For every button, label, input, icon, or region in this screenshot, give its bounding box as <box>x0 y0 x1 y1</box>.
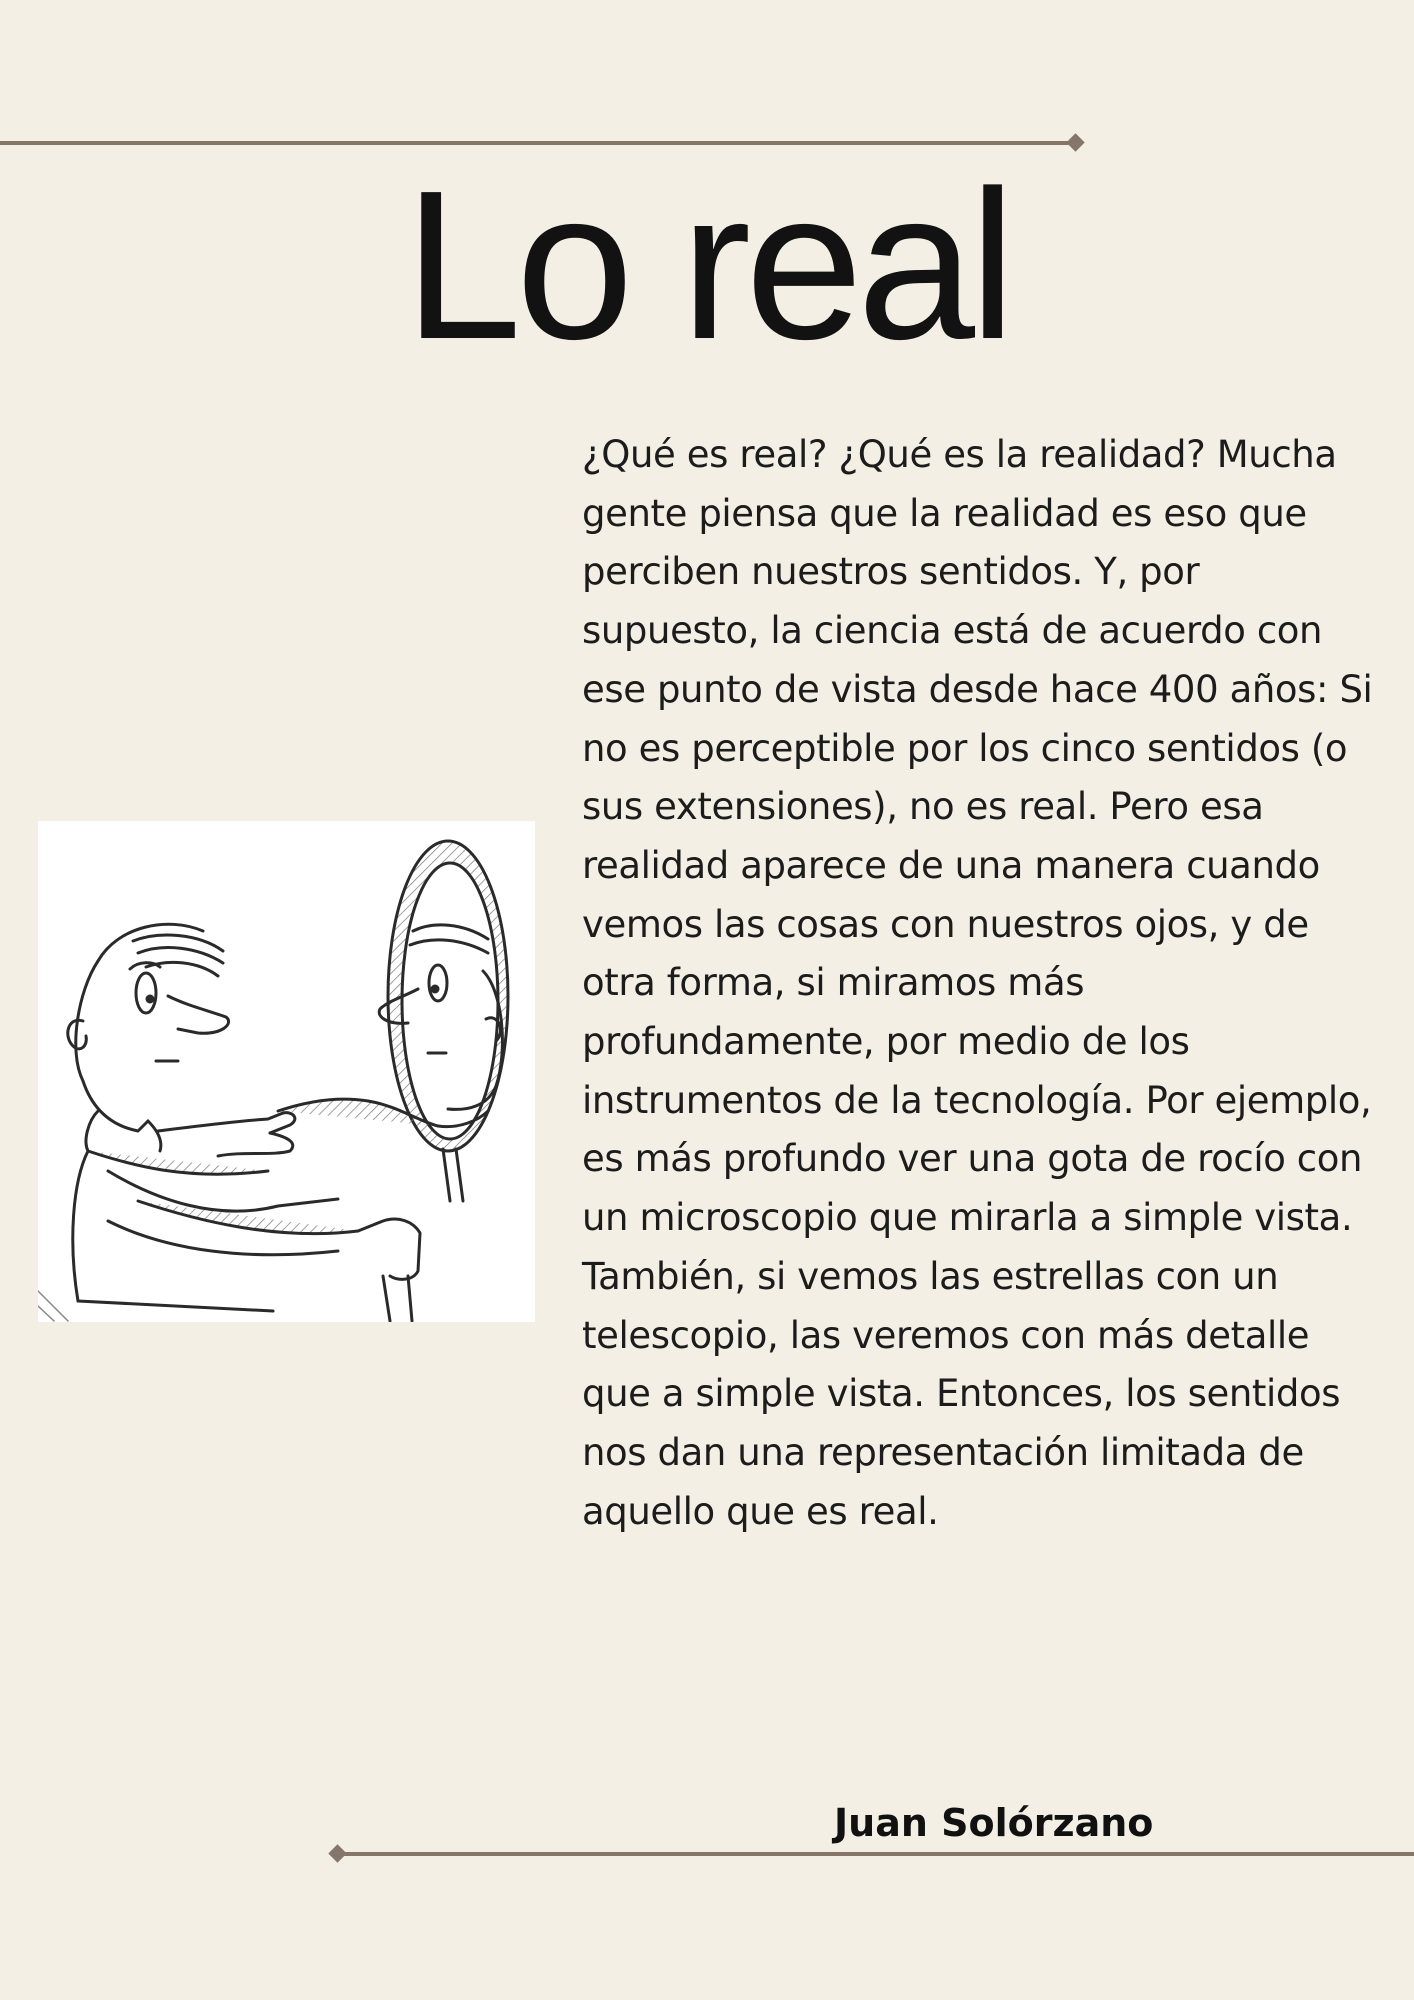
bottom-divider-line <box>338 1852 1414 1856</box>
body-paragraph-2: También, si vemos las estrellas con un telescopio, las veremos con más detalle que a simple vista. Entonces, los sentidos nos dan una representación limitada de aquello que es real. <box>582 1254 1341 1533</box>
body-paragraph-1: ¿Qué es real? ¿Qué es la realidad? Mucha gente piensa que la realidad es eso que perciben nuestros sentidos. Y, por supuesto, la ciencia está de acuerdo con ese punto de vista desde hace 400 años: Si no es perceptible por los cinco sentidos (o sus extensiones), no es real. Pero esa realidad aparece de una manera cuando vemos las cosas con nuestros ojos, y de otra forma, si miramos más profundamente, por medio de los instrumentos de la tecnología. Por ejemplo, es más profundo ver una gota de rocío con un microscopio que mirarla a simple vista. <box>582 433 1373 1240</box>
article-body <box>582 426 1382 1541</box>
page-title: Lo real <box>403 146 1011 383</box>
author-name: Juan Solórzano <box>834 1801 1154 1845</box>
top-divider-diamond <box>1066 133 1084 151</box>
man-pointing-at-mirror-icon <box>38 821 535 1322</box>
bottom-divider-diamond <box>328 1844 346 1862</box>
top-divider-line <box>0 141 1070 145</box>
